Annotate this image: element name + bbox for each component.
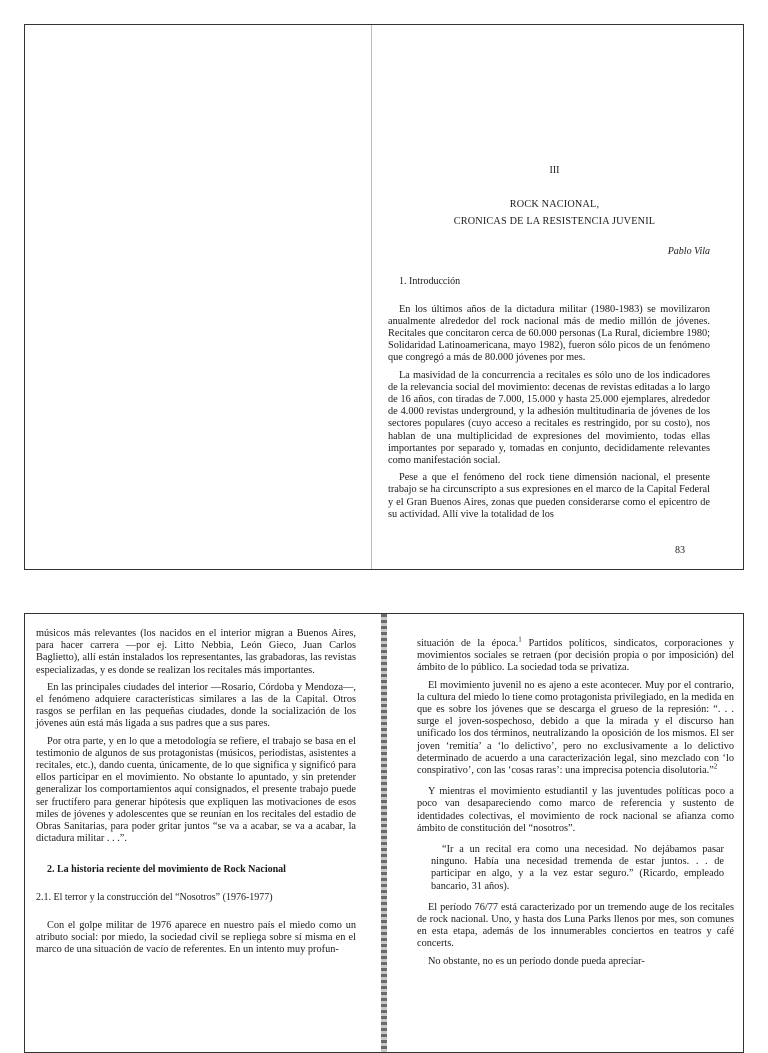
footnote-marker: 1 bbox=[518, 635, 522, 644]
bottom-book-spread bbox=[24, 613, 744, 1053]
top-right-page bbox=[388, 165, 710, 526]
block-quote: “Ir a un recital era como una necesidad. No dejábamos pasar ninguno. Había una necesidad tremenda de estar juntos. . . de participar en algo, y a la vez estar seguro.” (Ricardo, empleado bancario, 31 años). bbox=[431, 844, 724, 892]
paragraph: La masividad de la concurrencia a recitales es sólo uno de los indicadores de la relevancia social del movimiento: decenas de revistas editadas a lo largo de 16 años, con tiradas de 7.000, 15.000 y hasta 25.000 ejemplares, alrededor de 4.000 revistas underground, y la adhesión multitudinaria de jóvenes de los sectores populares (cuyo acceso a recitales es restringido, por su costo), nos hablan de una multiplicidad de expresiones del movimiento, todas ellas importantes por separado y, tomadas en conjunto, decididamente relevantes como manifestación social. bbox=[388, 369, 710, 467]
text-run: El movimiento juvenil no es ajeno a este acontecer. Muy por el contrario, la cultura del miedo lo tiene como protagonista privilegiado, en la medida en que es sobre los jóvenes que se descarga el grueso de la represión: “. . . surge el joven-sospechoso, debido a que la mirada y el discurso han unificado los dos términos, neutralizando la oposición de los mismos. El ser joven ‘remitía’ a ‘lo delictivo’, pero no exclusivamente a lo delictivo determinado de acuerdo a una caracterización legal, sino mezclado con ‘lo conspirativo’, con las ‘cosas raras’: una imprecisa potencia disolutoria.” bbox=[417, 679, 734, 777]
paragraph: En las principales ciudades del interior —Rosario, Córdoba y Mendoza—, el fenómeno adquiere características similares a las de la Capital. Otros rasgos se perfilan en las pequeñas ciudades, donde la socialización de los jóvenes aún está más ligada a sus padres que a sus pares. bbox=[36, 681, 356, 730]
paragraph: En los últimos años de la dictadura militar (1980-1983) se movilizaron anualmente alrededor del rock nacional más de medio millón de jóvenes. Recitales que concitaron cerca de 60.000 personas (La Rural, diciembre 1980; Solidaridad Latinoamericana, mayo 1982), fueron sólo picos de un fenómeno que congregó a más de 80.000 jóvenes por mes. bbox=[388, 303, 710, 364]
paragraph: No obstante, no es un período donde pueda apreciar- bbox=[428, 955, 645, 967]
section-heading-introduccion: 1. Introducción bbox=[399, 276, 461, 288]
bottom-gutter bbox=[381, 614, 387, 1052]
top-gutter bbox=[371, 25, 372, 569]
paragraph: músicos más relevantes (los nacidos en el interior migran a Buenos Aires, para hacer carrera —por ej. Litto Nebbia, León Gieco, Juan Carlos Baglietto), allí están instalados los representantes, las grabadoras, las revistas especializadas, y es donde se realizan los recitales más importantes. bbox=[36, 628, 356, 676]
paragraph: Pese a que el fenómeno del rock tiene dimensión nacional, el presente trabajo se ha circunscripto a sus expresiones en el marco de la Capital Federal y el Gran Buenos Aires, zonas que pueden considerarse como el epicentro de su actividad. Allí vive la totalidad de los bbox=[388, 472, 710, 520]
author: Pablo Vila bbox=[667, 246, 710, 258]
paragraph: El período 76/77 está caracterizado por un tremendo auge de los recitales de rock nacional. Uno, y hasta dos Luna Parks llenos por mes, son comunes en esta etapa, además de los innumerables conciertos en teatros y café concerts. bbox=[417, 901, 734, 950]
text-run: Partidos políticos, sindicatos, corporaciones y movimientos sociales se retraen (por decisión propia o por imposición) del ámbito de lo público. La sociedad toda se privatiza. bbox=[417, 638, 734, 674]
paragraph: Por otra parte, y en lo que a metodología se refiere, el trabajo se basa en el testimonio de algunos de sus protagonistas (músicos, periodistas, asistentes a recitales, etc.), dando cuenta, únicamente, de lo que significa y significó para ellos participar en el movimiento. No obstante lo apuntado, y sin pretender generalizar los comportamientos aquí consignados, el presente trabajo puede ser fructífero para generar hipótesis que expliquen las motivaciones de esos miles de jóvenes y adolescentes que se reunían en los recitales del estadio de Obras Sanitarias, para poder gritar juntos “se va a acabar, se va a acabar, la dictadura militar . . .”. bbox=[36, 735, 356, 845]
paragraph: Con el golpe militar de 1976 aparece en nuestro país el miedo como un atributo social: por miedo, la sociedad civil se repliega sobre sí misma en el marco de una situación de vacío de referentes. En un intento muy profun- bbox=[36, 919, 356, 956]
chapter-number: III bbox=[549, 165, 560, 176]
page-number: 83 bbox=[675, 545, 685, 556]
paragraph bbox=[417, 680, 734, 778]
top-book-spread bbox=[24, 24, 744, 570]
text-run: situación de la época. bbox=[417, 638, 519, 649]
section-heading-2: 2. La historia reciente del movimiento de Rock Nacional bbox=[47, 864, 286, 876]
chapter-title-line2: CRONICAS DE LA RESISTENCIA JUVENIL bbox=[453, 216, 656, 228]
section-heading-2-1: 2.1. El terror y la construcción del “Nosotros” (1976-1977) bbox=[36, 891, 273, 903]
bottom-right-page bbox=[417, 635, 734, 968]
chapter-title-line1: ROCK NACIONAL, bbox=[509, 199, 600, 211]
bottom-left-page bbox=[36, 628, 356, 961]
footnote-marker: 2 bbox=[713, 762, 718, 771]
paragraph bbox=[417, 635, 734, 675]
paragraph: Y mientras el movimiento estudiantil y las juventudes políticas poco a poco van desapareciendo como marco de referencia y sustento de identidades colectivas, el movimiento de rock nacional se afianza como ámbito de constitución del “nosotros”. bbox=[417, 786, 734, 834]
